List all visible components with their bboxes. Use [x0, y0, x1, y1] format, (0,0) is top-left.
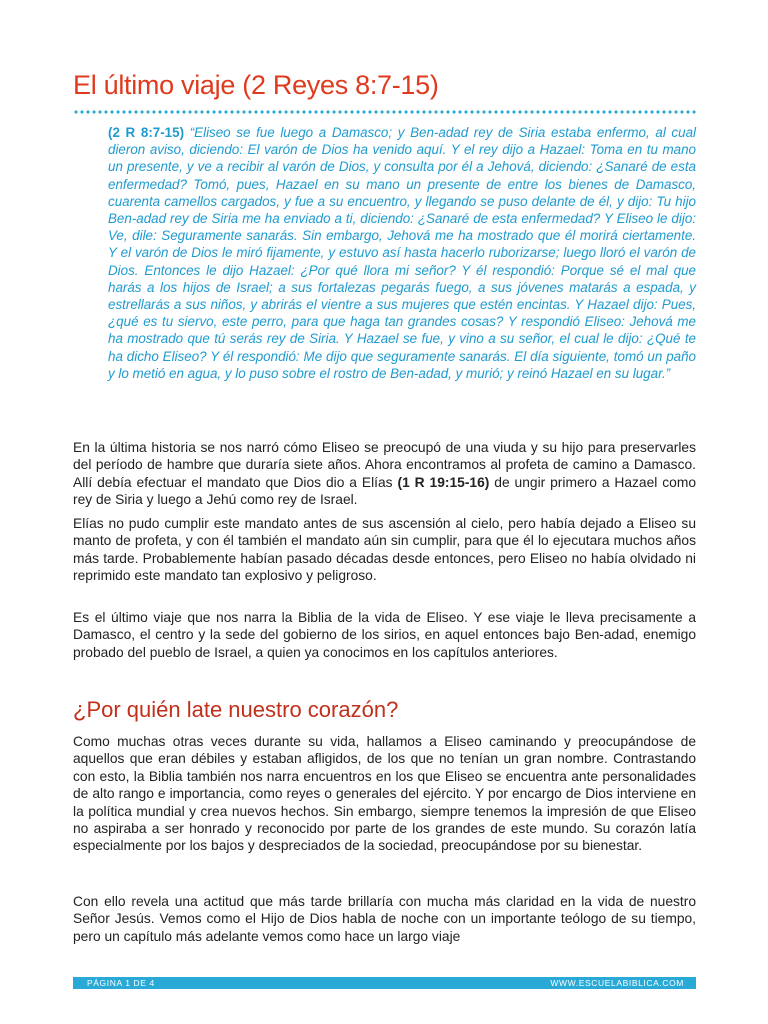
scripture-quote: [108, 124, 696, 382]
page-title: El último viaje (2 Reyes 8:7-15): [73, 70, 439, 100]
paragraph-5: Con ello revela una actitud que más tarde brillaría con mucha más claridad en la vida de nuestro Señor Jesús. Vemos como el Hijo de Dios habla de noche con un importante teólogo de su tiempo, pero un capítulo más adelante vemos como hace un largo viaje: [73, 894, 696, 944]
paragraph-3: Es el último viaje que nos narra la Biblia de la vida de Eliseo. Y ese viaje le lleva precisamente a Damasco, el centro y la sede del gobierno de los sirios, en aquel entonces bajo Ben-adad, enemigo probado del pueblo de Israel, a quien ya conocimos en los capítulos anteriores.: [73, 610, 696, 660]
paragraph-1-reference: (1 R 19:15-16): [397, 474, 490, 490]
paragraph-2: Elías no pudo cumplir este mandato antes de sus ascensión al cielo, pero había dejado a Eliseo su manto de profeta, y con él también el mandato aún sin cumplir, para que él lo ejecutara muchos años más tarde. Probablemente habían pasado décadas desde entonces, pero Eliseo no había olvidado ni reprimido este mandato tan explosivo y peligroso.: [73, 516, 696, 584]
quote-reference: (2 R 8:7-15): [108, 125, 185, 140]
page-number: PÁGINA 1 DE 4: [87, 978, 155, 988]
dotted-divider: [73, 110, 696, 114]
paragraph-4: Como muchas otras veces durante su vida, hallamos a Eliseo caminando y preocupándose de aquellos que eran débiles y estaban afligidos, de los que no tenían un gran nombre. Contrastando con esto, la Biblia también nos narra encuentros en los que Eliseo se encuentra ante personalidades de alto rango e importancia, como reyes o generales del ejército. Y por encargo de Dios interviene en la política mundial y crea nuevos hechos. Sin embargo, siempre tenemos la impresión de que Eliseo no aspiraba a ser honrado y reconocido por parte de los grandes de este mundo. Su corazón latía especialmente por los bajos y despreciados de la sociedad, preocupándose por su bienestar.: [73, 734, 696, 854]
document-page: [73, 0, 696, 1024]
paragraph-1-text: En la última historia se nos narró cómo Eliseo se preocupó de una viuda y su hijo para preservarles del período de hambre que duraría siete años. Ahora encontramos al profeta de camino a Damasco. Allí debía efectuar el mandato que Dios dio a Elías: [73, 440, 696, 490]
paragraph-1-text-after: de ungir primero a Hazael como rey de Siria y luego a Jehú como rey de Israel.: [73, 474, 696, 508]
page-footer: [73, 977, 696, 989]
website-link[interactable]: WWW.ESCUELABIBLICA.COM: [550, 978, 684, 988]
quote-text: “Eliseo se fue luego a Damasco; y Ben-adad rey de Siria estaba enfermo, al cual dieron aviso, diciendo: El varón de Dios ha venido aquí. Y el rey dijo a Hazael: Toma en tu mano un presente, y ve a recibir al varón de Dios, y consulta por él a Jehová, diciendo: ¿Sanaré de esta enfermedad? Tomó, pues, Hazael en su mano un presente de entre los bienes de Damasco, cuarenta camellos cargados, y fue a su encuentro, y llegando se puso delante de él, y dijo: Tu hijo Ben-adad rey de Siria me ha enviado a ti, diciendo: ¿Sanaré de esta enfermedad? Y Eliseo le dijo: Ve, dile: Seguramente sanarás. Sin embargo, Jehová me ha mostrado que él morirá ciertamente. Y el varón de Dios le miró fijamente, y estuvo así hasta hacerlo ruborizarse; luego lloró el varón de Dios. Entonces le dijo Hazael: ¿Por qué llora mi señor? Y él respondió: Porque sé el mal que harás a los hijos de Israel; a sus fortalezas pegarás fuego, a sus jóvenes matarás a espada, y estrellarás a sus niños, y abrirás el vientre a sus mujeres que estén encintas. Y Hazael dijo: Pues, ¿qué es tu siervo, este perro, para que haga tan grandes cosas? Y respondió Eliseo: Jehová me ha mostrado que tú serás rey de Siria. Y Hazael se fue, y vino a su señor, el cual le dijo: ¿Qué te ha dicho Eliseo? Y él respondió: Me dijo que seguramente sanarás. El día siguiente, tomó un paño y lo metió en agua, y lo puso sobre el rostro de Ben-adad, y murió; y reinó Hazael en su lugar.”: [108, 125, 696, 381]
paragraph-1: [73, 439, 696, 509]
section-heading: ¿Por quién late nuestro corazón?: [73, 697, 399, 722]
